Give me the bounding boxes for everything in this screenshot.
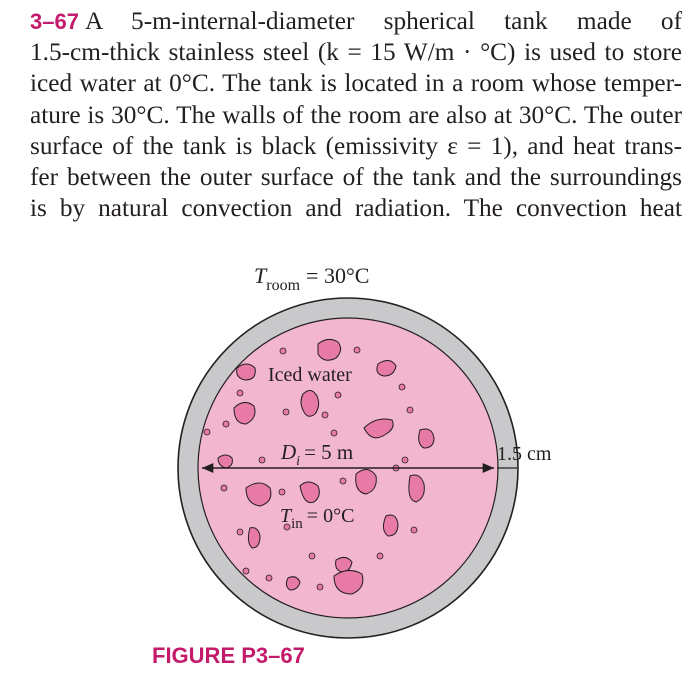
ice-bit: [309, 553, 315, 559]
ice-bit: [322, 412, 328, 418]
ice-bit: [283, 409, 289, 415]
t-room-label: $T_{room} = 30^\circ C$: [254, 263, 370, 294]
ice-bit: [317, 584, 323, 590]
ice-bit: [411, 527, 417, 533]
ice-bit: [259, 457, 265, 463]
problem-line-5: surface of the tank is black (emissivity ε = 1), and heat trans-: [30, 131, 682, 160]
ice-chunk: [318, 339, 341, 360]
problem-line-3: iced water at 0°C. The tank is located in a room whose temper-: [30, 69, 682, 98]
ice-bit: [354, 347, 360, 353]
ice-bit: [399, 384, 405, 390]
problem-text-1: A 5-m-internal-diameter spherical tank made of: [84, 7, 682, 35]
ice-bit: [266, 575, 272, 581]
ice-chunk: [237, 364, 256, 380]
ice-chunk: [301, 390, 319, 416]
ice-bit: [204, 429, 210, 435]
ice-bit: [279, 489, 285, 495]
t-in-label: $T_{in} = 0^\circ C$: [280, 505, 355, 532]
diameter-label: $D_i = 5$ m: [281, 440, 354, 469]
problem-number: 3–67: [30, 9, 79, 34]
ice-bit: [402, 457, 408, 463]
ice-bit: [221, 485, 227, 491]
ice-bit: [377, 553, 383, 559]
iced-water-label: Iced water: [268, 364, 352, 386]
ice-bit: [237, 529, 243, 535]
ice-bit: [340, 478, 346, 484]
figure-caption: FIGURE P3–67: [152, 643, 305, 668]
problem-line-2: 1.5-cm-thick stainless steel (k = 15 W/m · °C) is used to store: [30, 38, 682, 67]
problem-line-6: fer between the outer surface of the tank and the surroundings: [30, 163, 682, 192]
problem-line-4: ature is 30°C. The walls of the room are also at 30°C. The outer: [30, 100, 682, 129]
ice-bit: [335, 392, 341, 398]
ice-chunk: [419, 429, 434, 448]
ice-bit: [237, 390, 243, 396]
ice-chunk: [248, 528, 260, 548]
ice-chunk: [383, 515, 398, 536]
ice-chunk: [409, 475, 424, 502]
ice-bit: [243, 568, 249, 574]
thickness-label: 1.5 cm: [497, 443, 552, 465]
ice-bit: [331, 430, 337, 436]
ice-bit: [407, 407, 413, 413]
problem-line-7: is by natural convection and radiation. The convection heat: [30, 194, 682, 223]
ice-bit: [280, 348, 286, 354]
ice-bit: [223, 421, 229, 427]
